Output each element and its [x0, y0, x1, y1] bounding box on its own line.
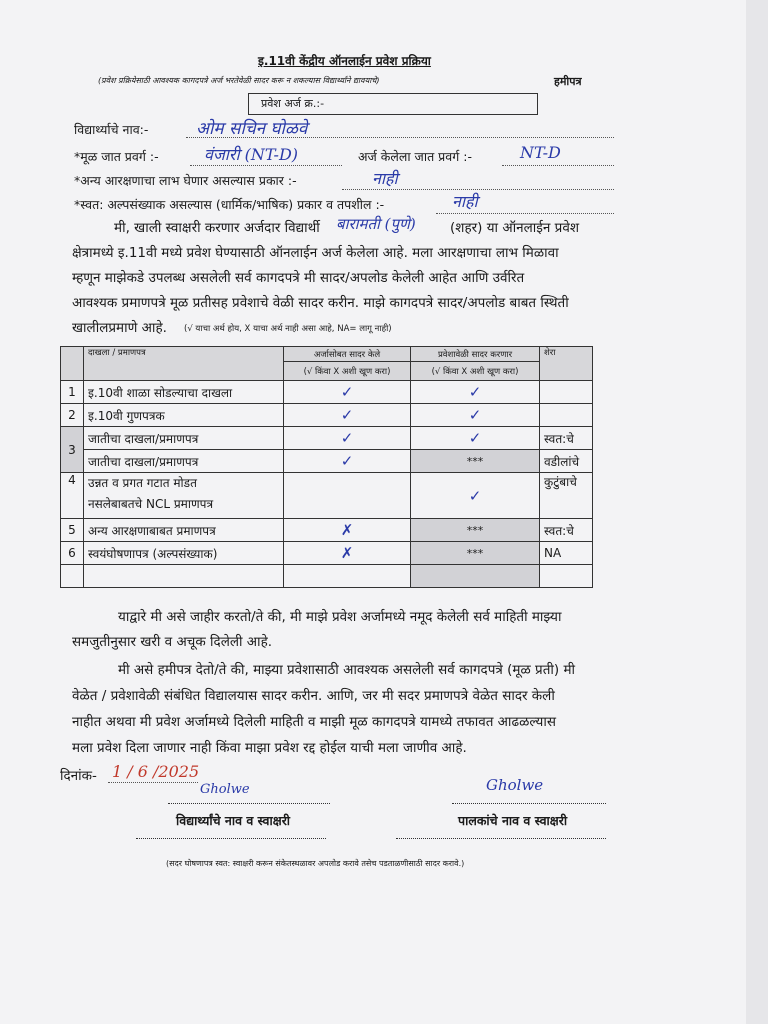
- row-document: [84, 473, 284, 519]
- table-header-doc: दाखला / प्रमाणपत्र: [84, 347, 284, 381]
- row-uploaded-mark: ✓: [284, 450, 411, 473]
- other-reservation-value: नाही: [372, 169, 398, 188]
- city-value: बारामती (पुणे): [336, 215, 416, 233]
- row-document: स्वयंघोषणापत्र (अल्पसंख्याक): [84, 542, 284, 565]
- statement-2-line-4: मला प्रवेश दिला जाणार नाही किंवा माझा प्रवेश रद्द होईल याची मला जाणीव आहे.: [72, 740, 467, 756]
- declaration-line-2: क्षेत्रामध्ये इ.11वी मध्ये प्रवेश घेण्यासाठी ऑनलाईन अर्ज केलेला आहे. मला आरक्षणाचा लाभ मिळावा: [72, 245, 559, 261]
- row-admission-empty: [411, 565, 540, 588]
- declaration-line-5: खालीलप्रमाणे आहे.: [72, 320, 167, 336]
- student-name-signature-line: [136, 838, 326, 839]
- row-number: 6: [61, 542, 84, 565]
- minority-value: नाही: [452, 192, 478, 211]
- statement-2-line-2: वेळेत / प्रवेशावेळी संबंधित विद्यालयास सादर करीन. आणि, जर मी सदर प्रमाणपत्रे वेळेत सादर केली: [72, 688, 555, 704]
- table-row: [61, 427, 593, 450]
- table-header-uploaded-sub: (√ किंवा X अशी खूण करा): [284, 362, 411, 381]
- other-reservation-label: *अन्य आरक्षणाचा लाभ घेणार असल्यास प्रकार :-: [74, 173, 297, 188]
- other-reservation-line: [342, 189, 614, 190]
- table-row-empty: [61, 565, 593, 588]
- parent-signature-caption: पालकांचे नाव व स्वाक्षरी: [458, 813, 568, 828]
- applied-caste-value: NT-D: [520, 143, 561, 162]
- row-remark: कुटुंबाचे: [540, 473, 593, 519]
- student-signature-line: [168, 803, 330, 804]
- row-admission-mark: ✓: [411, 404, 540, 427]
- row-uploaded-mark: ✓: [284, 404, 411, 427]
- row-admission-mark: ***: [411, 519, 540, 542]
- row-number: 5: [61, 519, 84, 542]
- table-row: [61, 542, 593, 565]
- row-uploaded-empty: [284, 565, 411, 588]
- row-uploaded-mark: ✗: [284, 542, 411, 565]
- row-remark: वडीलांचे: [540, 450, 593, 473]
- statement-2-line-3: नाहीत अथवा मी प्रवेश अर्जामध्ये दिलेली माहिती व माझी मूळ कागदपत्रे यामध्ये तफावत आढळल्यास: [72, 714, 556, 730]
- date-label: दिनांक-: [60, 768, 97, 784]
- row-admission-mark: ✓: [411, 473, 540, 519]
- row-document-line-1: उन्नत व प्रगत गटात मोडत: [88, 476, 197, 490]
- footer-note: (सदर घोषणापत्र स्वत: स्वाक्षरी करून संकेतस्थळावर अपलोड करावे तसेच पडताळणीसाठी सादर करावे.): [166, 859, 465, 868]
- student-signature: Gholwe: [200, 782, 250, 797]
- scan-edge: [746, 0, 768, 1024]
- table-row: [61, 450, 593, 473]
- table-header-no: [61, 347, 84, 381]
- table-row: [61, 473, 593, 519]
- date-line: [108, 782, 198, 783]
- document-title: इ.11वी केंद्रीय ऑनलाईन प्रवेश प्रक्रिया: [258, 54, 431, 68]
- declaration-line-1a: मी, खाली स्वाक्षरी करणार अर्जदार विद्यार्थी: [114, 220, 320, 236]
- parent-name-signature-line: [396, 838, 606, 839]
- row-admission-mark: ✓: [411, 427, 540, 450]
- application-number-box: [248, 93, 538, 115]
- declaration-line-4: आवश्यक प्रमाणपत्रे मूळ प्रतीसह प्रवेशाचे वेळी सादर करीन. माझे कागदपत्रे सादर/अपलोड बाबत स्थिती: [72, 295, 569, 311]
- table-row: [61, 519, 593, 542]
- statement-1-line-1: याद्वारे मी असे जाहीर करतो/ते की, मी माझे प्रवेश अर्जामध्ये नमूद केलेली सर्व माहिती माझ्या: [118, 609, 562, 625]
- row-number: 2: [61, 404, 84, 427]
- table-header-remarks: शेरा: [540, 347, 593, 381]
- row-document: जातीचा दाखला/प्रमाणपत्र: [84, 450, 284, 473]
- row-document-line-2: नसलेबाबतचे NCL प्रमाणपत्र: [88, 497, 214, 511]
- row-remark: [540, 381, 593, 404]
- caste-line: [190, 165, 342, 166]
- row-document: इ.10वी गुणपत्रक: [84, 404, 284, 427]
- row-document-empty: [84, 565, 284, 588]
- marking-legend: (√ याचा अर्थ होय, X याचा अर्थ नाही असा आहे, NA= लागू नाही): [184, 324, 392, 334]
- caste-label: *मूळ जात प्रवर्ग :-: [74, 149, 159, 164]
- row-remark: NA: [540, 542, 593, 565]
- table-row: [61, 381, 593, 404]
- row-number: 4: [61, 473, 84, 519]
- table-row: [61, 404, 593, 427]
- declaration-line-1b: (शहर) या ऑनलाईन प्रवेश: [450, 220, 580, 236]
- applied-caste-label: अर्ज केलेला जात प्रवर्ग :-: [358, 149, 472, 164]
- affidavit-label: हमीपत्र: [554, 75, 582, 88]
- statement-2-line-1: मी असे हमीपत्र देतो/ते की, माझ्या प्रवेशासाठी आवश्यक असलेली सर्व कागदपत्रे (मूळ प्रती) मी: [118, 662, 576, 678]
- row-admission-mark: ***: [411, 450, 540, 473]
- row-remark: स्वत:चे: [540, 519, 593, 542]
- statement-1-line-2: समजुतीनुसार खरी व अचूक दिलेली आहे.: [72, 634, 273, 650]
- minority-label: *स्वत: अल्पसंख्याक असल्यास (धार्मिक/भाषिक) प्रकार व तपशील :-: [74, 197, 385, 212]
- row-uploaded-mark: ✗: [284, 519, 411, 542]
- parent-signature: Gholwe: [486, 776, 544, 794]
- row-admission-mark: ✓: [411, 381, 540, 404]
- row-uploaded-mark: ✓: [284, 381, 411, 404]
- row-number: 3: [61, 427, 84, 473]
- row-admission-mark: ***: [411, 542, 540, 565]
- row-uploaded-mark: ✓: [284, 427, 411, 450]
- row-number: 1: [61, 381, 84, 404]
- row-document: अन्य आरक्षणाबाबत प्रमाणपत्र: [84, 519, 284, 542]
- row-remark: [540, 404, 593, 427]
- row-remark-empty: [540, 565, 593, 588]
- row-document: इ.10वी शाळा सोडल्याचा दाखला: [84, 381, 284, 404]
- row-uploaded-mark: [284, 473, 411, 519]
- row-number-empty: [61, 565, 84, 588]
- document-subtitle: (प्रवेश प्रक्रियेसाठी आवश्यक कागदपत्रे अर्ज भरतेवेळी सादर करू न शकल्यास विद्यार्थ्यांने द्यावयाचे): [98, 76, 380, 85]
- minority-line: [436, 213, 614, 214]
- date-value: 1 / 6 /2025: [112, 762, 200, 781]
- documents-table: [60, 346, 593, 588]
- row-remark: स्वत:चे: [540, 427, 593, 450]
- student-name-label: विद्यार्थ्याचे नाव:-: [74, 122, 149, 137]
- table-header-admission-sub: (√ किंवा X अशी खूण करा): [411, 362, 540, 381]
- applied-caste-line: [502, 165, 614, 166]
- parent-signature-line: [452, 803, 606, 804]
- application-number-label: प्रवेश अर्ज क्र.:-: [261, 97, 325, 110]
- table-header-admission: प्रवेशावेळी सादर करणार: [411, 347, 540, 362]
- row-document: जातीचा दाखला/प्रमाणपत्र: [84, 427, 284, 450]
- caste-value: वंजारी (NT-D): [204, 145, 299, 164]
- table-header-uploaded: अर्जासोबत सादर केले: [284, 347, 411, 362]
- student-signature-caption: विद्यार्थ्यांचे नाव व स्वाक्षरी: [176, 813, 291, 828]
- declaration-line-3: म्हणून माझेकडे उपलब्ध असलेली सर्व कागदपत्रे मी सादर/अपलोड केलेली आहेत आणि उर्वरित: [72, 270, 525, 286]
- student-name-value: ओम सचिन घोळवे: [196, 119, 308, 139]
